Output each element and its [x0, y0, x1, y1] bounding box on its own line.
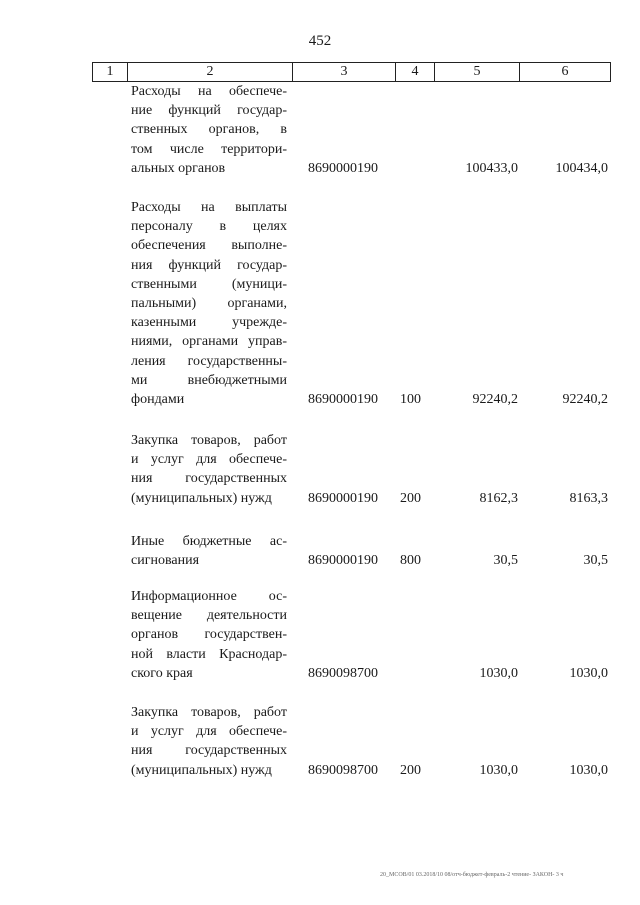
- row-expense-type: 100: [400, 392, 421, 407]
- description-line: ственных органов, в: [131, 122, 287, 138]
- description-line: ния государственных: [131, 471, 287, 487]
- description-line: Закупка товаров, работ: [131, 705, 287, 720]
- header-col-1: 1: [93, 63, 128, 82]
- header-col-6: 6: [520, 63, 611, 82]
- row-value-col5: 30,5: [493, 553, 518, 569]
- description-line: ми внебюджетными: [131, 372, 287, 388]
- row-code: 8690000190: [308, 160, 378, 176]
- footer-file-path: 20_МСОВ/01 03.2018/10 08/отч-бюджет-февраль-2 чтение- ЗАКОН- 3 ч: [380, 872, 564, 878]
- header-col-2: 2: [128, 63, 293, 82]
- row-code: 8690000190: [308, 553, 378, 569]
- header-col-5: 5: [435, 63, 520, 82]
- row-description: [131, 703, 287, 780]
- description-line: Информационное ос-: [131, 589, 287, 604]
- table-header: [92, 62, 611, 82]
- description-line: Расходы на обеспече-: [131, 84, 287, 99]
- description-line: ние функций государ-: [131, 103, 287, 119]
- description-line: вещение деятельности: [131, 608, 287, 624]
- page-number: 452: [308, 33, 332, 49]
- row-value-col5: 100433,0: [465, 160, 518, 176]
- description-line: ниями, органами управ-: [131, 334, 287, 350]
- row-value-col5: 8162,3: [479, 490, 518, 506]
- description-line: Закупка товаров, работ: [131, 433, 287, 448]
- description-line: (муниципальных) нужд: [131, 490, 272, 506]
- header-col-3: 3: [293, 63, 396, 82]
- description-line: альных органов: [131, 160, 226, 176]
- description-line: ния государственных: [131, 743, 287, 759]
- row-expense-type: 200: [400, 762, 421, 778]
- row-value-col5: 92240,2: [472, 392, 518, 407]
- description-line: пальными) органами,: [131, 296, 287, 312]
- description-line: Иные бюджетные ас-: [131, 534, 287, 549]
- header-col-4: 4: [396, 63, 435, 82]
- row-description: [131, 587, 287, 683]
- row-description: [131, 82, 287, 178]
- row-value-col6: 100434,0: [555, 160, 608, 176]
- description-line: том числе территори-: [131, 141, 287, 157]
- row-description: [131, 198, 287, 409]
- description-line: и услуг для обеспече-: [131, 724, 287, 740]
- row-description: [131, 532, 287, 570]
- description-line: Расходы на выплаты: [131, 200, 287, 215]
- description-line: ния функций государ-: [131, 257, 287, 273]
- row-code: 8690000190: [308, 490, 378, 506]
- row-value-col6: 92240,2: [562, 392, 608, 407]
- description-line: казенными учрежде-: [131, 315, 287, 331]
- description-line: персоналу в целях: [131, 219, 287, 235]
- description-line: ственными (муници-: [131, 276, 287, 292]
- description-line: фондами: [131, 392, 185, 408]
- row-expense-type: 800: [400, 553, 421, 569]
- row-expense-type: 200: [400, 490, 421, 506]
- row-value-col5: 1030,0: [479, 665, 518, 681]
- row-value-col6: 1030,0: [569, 762, 608, 778]
- row-value-col6: 8163,3: [569, 490, 608, 506]
- row-value-col6: 30,5: [583, 553, 608, 569]
- description-line: (муниципальных) нужд: [131, 762, 272, 778]
- description-line: сигнования: [131, 553, 200, 569]
- description-line: и услуг для обеспече-: [131, 452, 287, 468]
- row-value-col5: 1030,0: [479, 762, 518, 778]
- row-description: [131, 431, 287, 508]
- description-line: органов государствен-: [131, 627, 287, 643]
- row-value-col6: 1030,0: [569, 665, 608, 681]
- row-code: 8690098700: [308, 762, 378, 778]
- row-code: 8690000190: [308, 392, 378, 407]
- row-code: 8690098700: [308, 665, 378, 681]
- description-line: ского края: [131, 665, 193, 681]
- description-line: обеспечения выполне-: [131, 238, 287, 254]
- description-line: ной власти Краснодар-: [131, 646, 287, 662]
- description-line: ления государственны-: [131, 353, 287, 369]
